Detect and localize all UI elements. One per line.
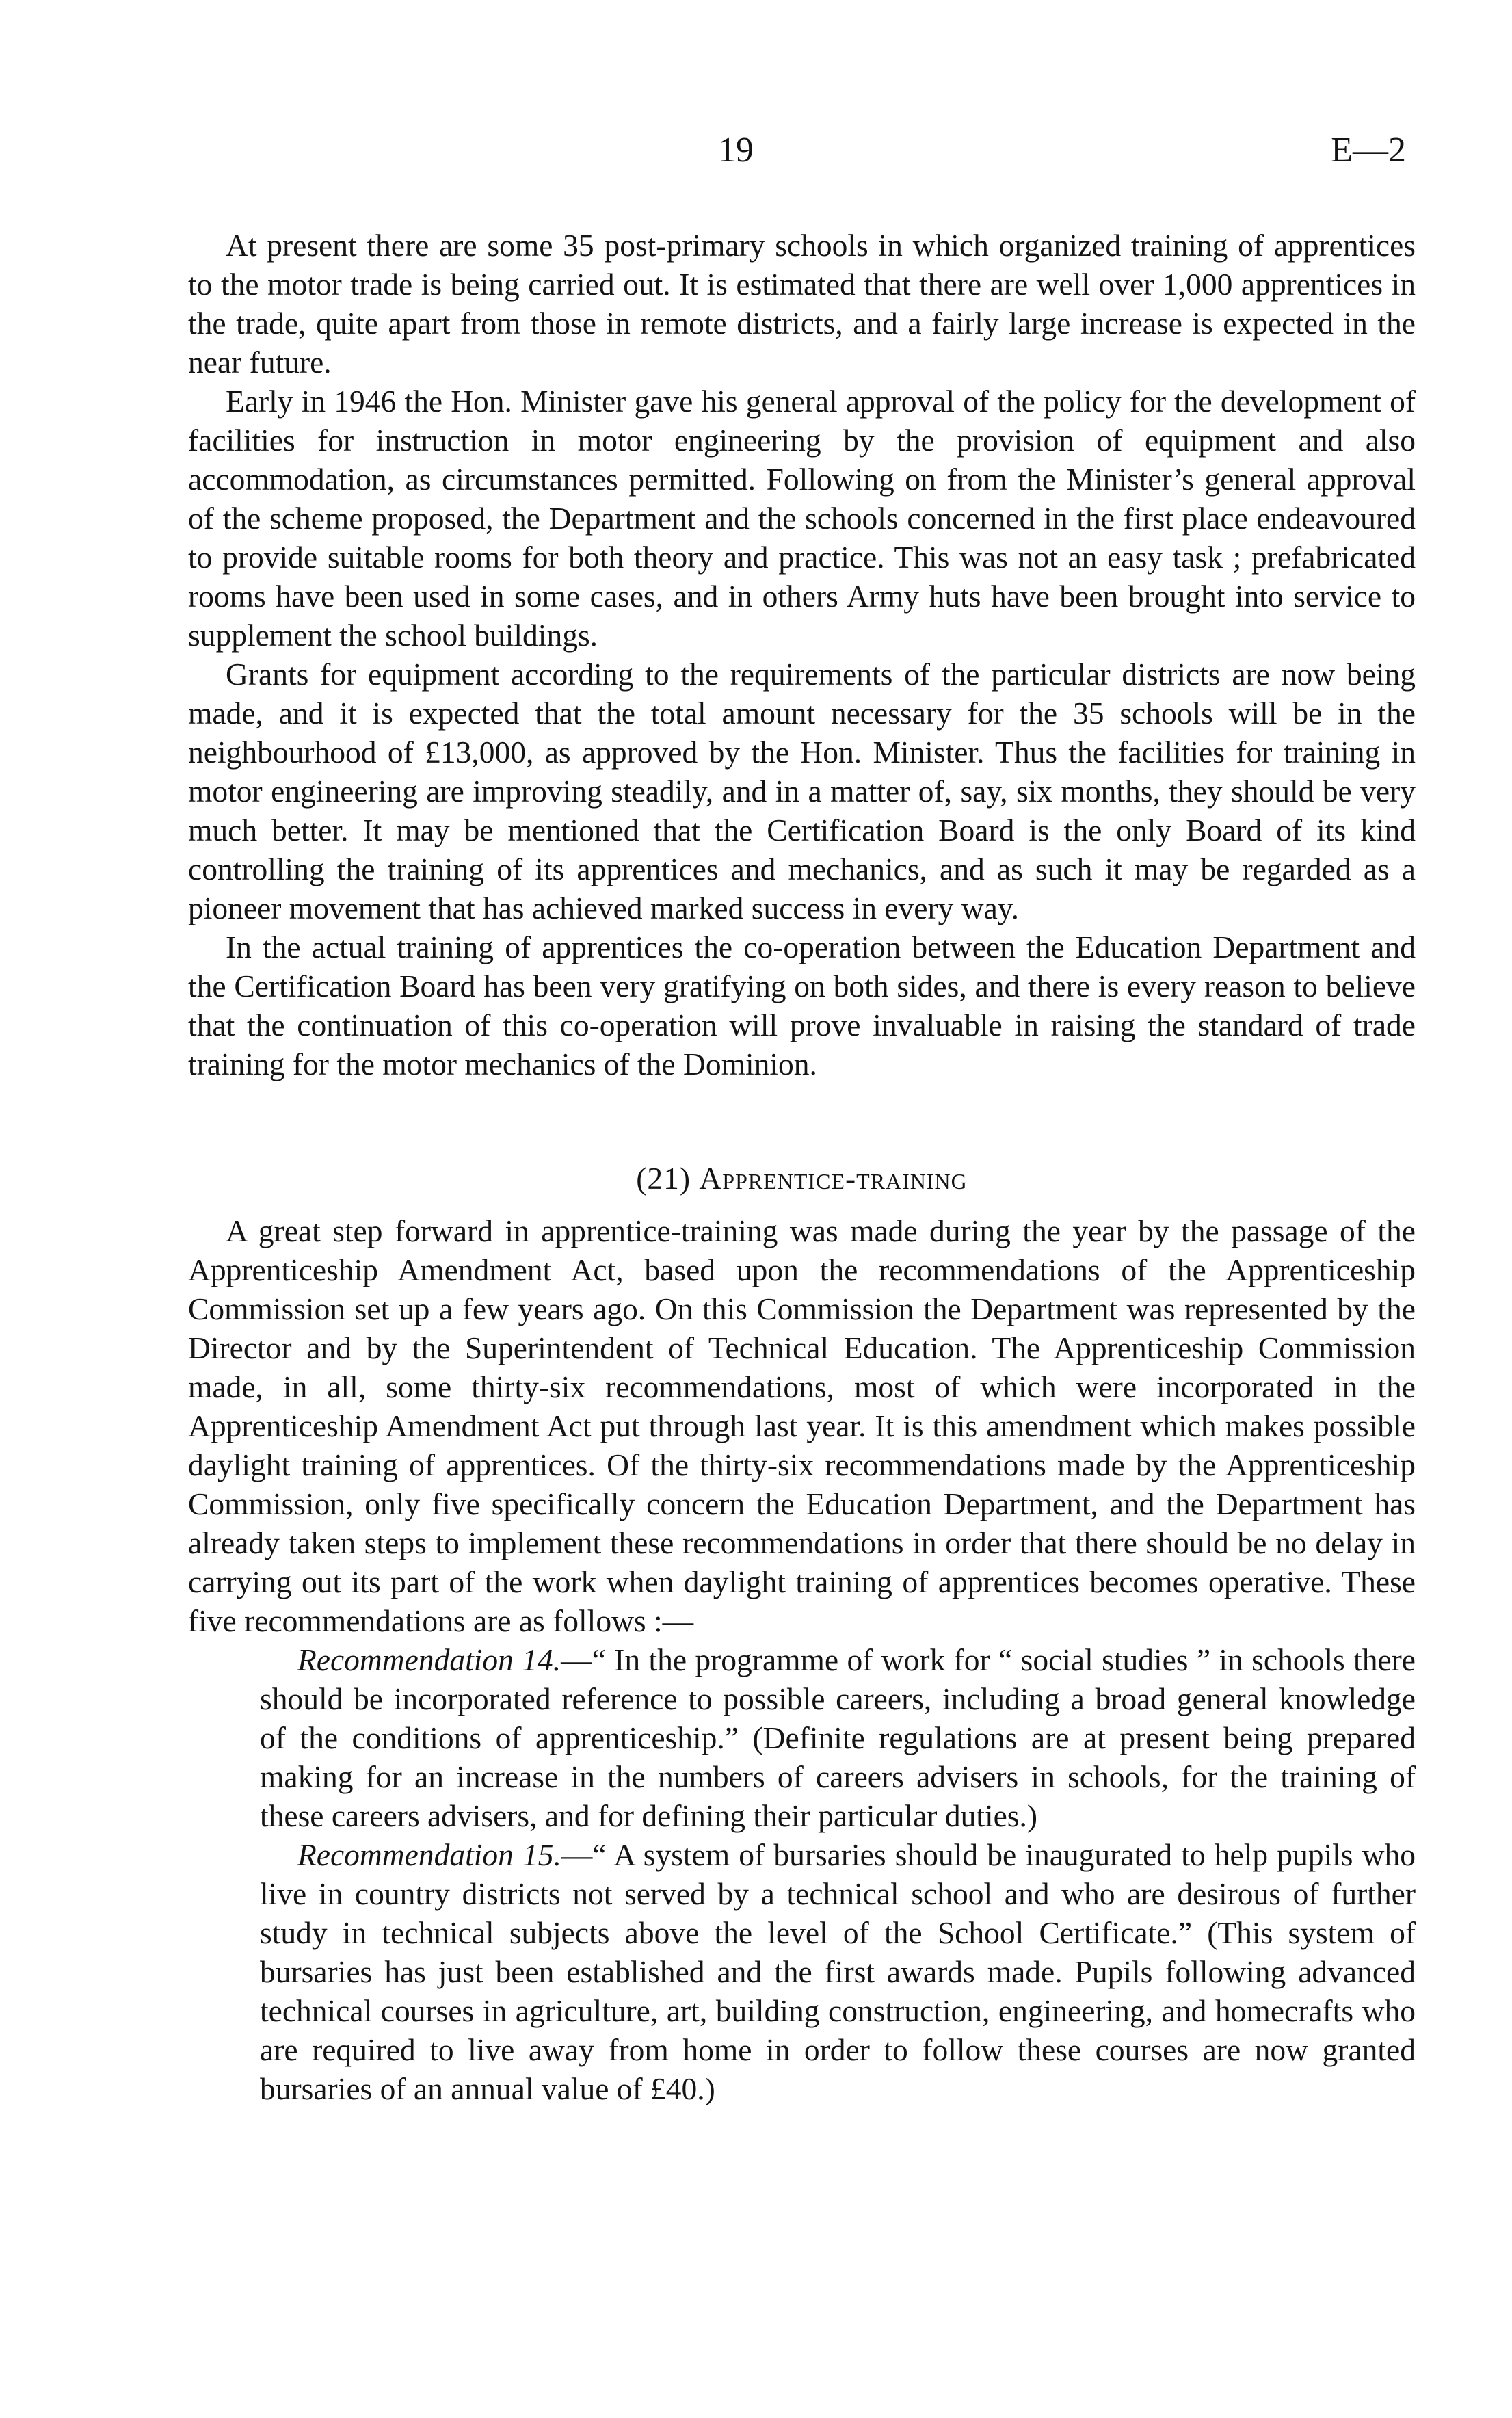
recommendation-item bbox=[188, 1835, 1416, 2108]
recommendation-label: Recommendation 15. bbox=[297, 1837, 561, 1872]
page-header bbox=[0, 130, 1512, 178]
recommendation-label: Recommendation 14. bbox=[297, 1642, 561, 1677]
section-number: (21) bbox=[636, 1161, 691, 1196]
paragraph-apprentice-training: A great step forward in apprentice-training was made during the year by the passage of the Apprenticeship Amendment Act, based upon the recommendations of the Apprenticeship Commission set up a few years ago. On this Commission the Department was represented by the Director and by the Superintendent of Technical Education. The Apprenticeship Commission made, in all, some thirty-six recommendations, most of which were incorporated in the Apprenticeship Amendment Act put through last year. It is this amendment which makes possible daylight training of apprentices. Of the thirty-six recommendations made by the Apprenticeship Commission, only five specifically concern the Education Department, and the Department has already taken steps to implement these recommendations in order that there should be no delay in carrying out its part of the work when daylight training of apprentices becomes operative. These five recommendations are as follows :— bbox=[188, 1213, 1416, 1638]
section-title: Apprentice-training bbox=[699, 1161, 968, 1196]
recommendation-text: —“ In the programme of work for “ social studies ” in schools there should be incorporated reference to possible careers, including a broad general knowledge of the conditions of apprenticeship.” (Definite regulations are at present being prepared making for an increase in the numbers of careers advisers in schools, for the training of these careers advisers, and for defining their particular duties.) bbox=[260, 1642, 1416, 1833]
paragraph-motor-schools: At present there are some 35 post-primary schools in which organized training of apprentices to the motor trade is being carried out. It is estimated that there are well over 1,000 apprentices in the trade, quite apart from those in remote districts, and a fairly large increase is expected in the near future. bbox=[188, 228, 1416, 380]
paragraph-equipment-grants: Grants for equipment according to the requirements of the particular districts are now being made, and it is expected that the total amount necessary for the 35 schools will be in the neighbourhood of £13,000, as approved by the Hon. Minister. Thus the facilities for training in motor engineering are improving steadily, and in a matter of, say, six months, they should be very much better. It may be mentioned that the Certification Board is the only Board of its kind controlling the training of its apprentices and mechanics, and as such it may be regarded as a pioneer movement that has achieved marked success in every way. bbox=[188, 657, 1416, 925]
page-number: 19 bbox=[718, 131, 754, 170]
paragraph-minister-approval: Early in 1946 the Hon. Minister gave his general approval of the policy for the development of facilities for instruction in motor engineering by the provision of equipment and also accommodation, as circumstances permitted. Following on from the Minister’s general approval of the scheme proposed, the Department and the schools concerned in the first place endeavoured to provide suitable rooms for both theory and practice. This was not an easy task ; prefabricated rooms have been used in some cases, and in others Army huts have been brought into service to supplement the school buildings. bbox=[188, 384, 1416, 653]
section-heading bbox=[188, 1159, 1416, 1198]
recommendation-text: —“ A system of bursaries should be inaugurated to help pupils who live in country districts not served by a technical school and who are desirous of further study in technical subjects above the level of the School Certificate.” (This system of bursaries has just been established and the first awards made. Pupils following advanced technical courses in agriculture, art, building construction, engineering, and homecrafts who are required to live away from home in order to follow these courses are now granted bursaries of an annual value of £40.) bbox=[260, 1837, 1416, 2106]
page-body bbox=[188, 226, 1416, 2108]
paragraph-cooperation: In the actual training of apprentices the co-operation between the Education Department and the Certification Board has been very gratifying on both sides, and there is every reason to believe that the continuation of this co-operation will prove invaluable in raising the standard of trade training for the motor mechanics of the Dominion. bbox=[188, 930, 1416, 1081]
recommendation-item bbox=[188, 1640, 1416, 1835]
document-reference: E—2 bbox=[1331, 131, 1406, 170]
